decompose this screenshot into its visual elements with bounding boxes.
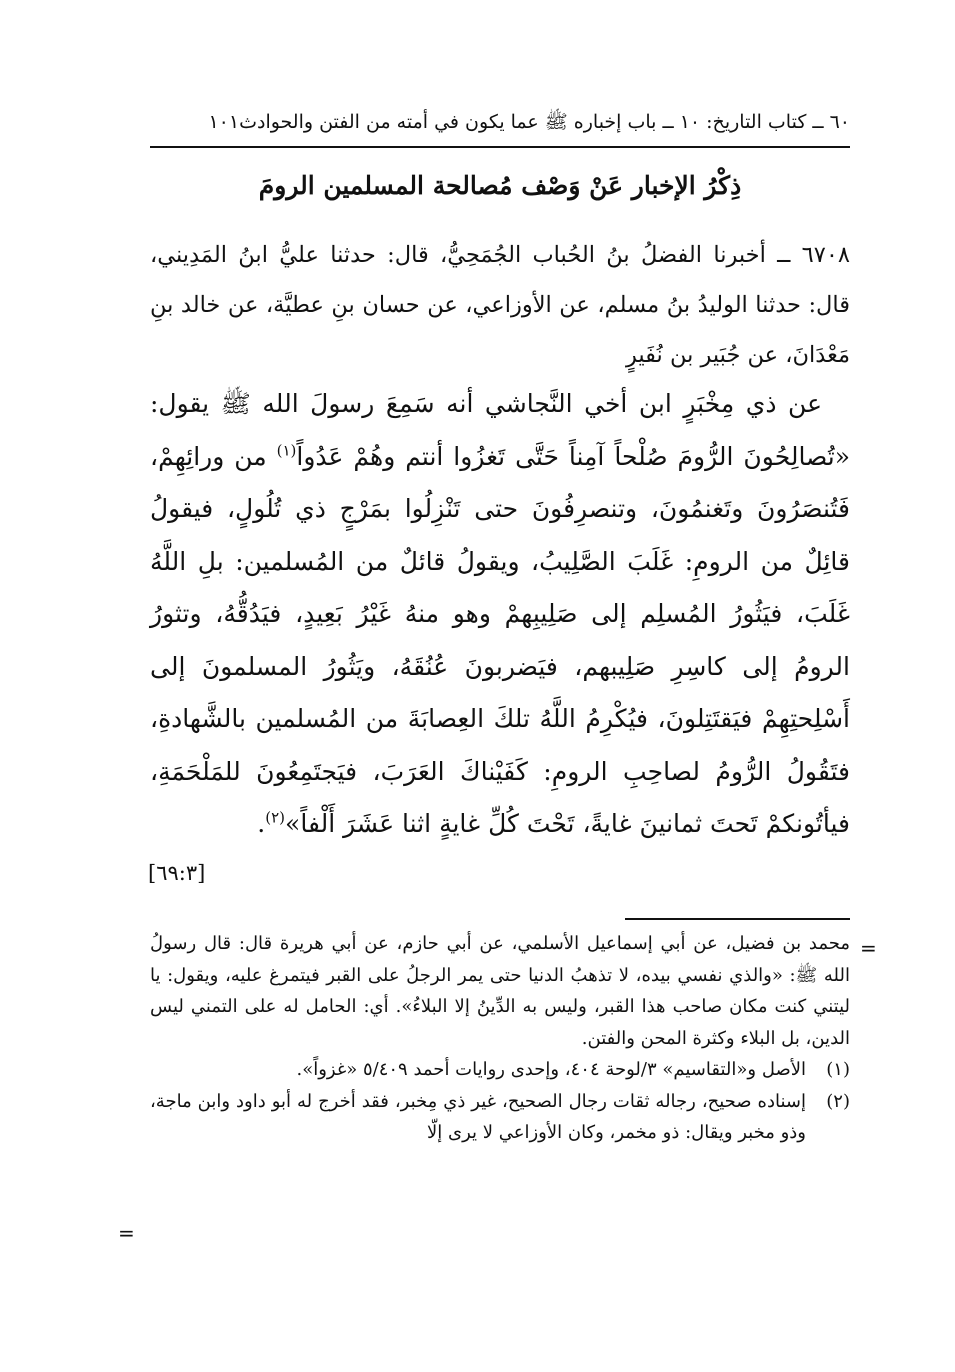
footnote-rule — [625, 918, 850, 920]
matn-text-part1: عن ذي مِخْبَرٍ ابن أخي النَّجاشي أنه سَمِعَ رسولَ الله ﷺ يقول: «تُصالِحُونَ الرُّومَ صُلْحاً آمِناً حَتَّى تَغزُوا أنتم وهُمْ عَدُواً — [150, 389, 850, 471]
footnote-continuation: محمد بن فضيل، عن أبي إسماعيل الأسلمي، عن أبي حازم، عن أبي هريرة قال: قال رسولُ الله ﷺ: «والذي نفسي بيده، لا تذهبُ الدنيا حتى يمر الرجلُ على القبر فيتمرغ عليه، ويقول: يا ليتني كنت مكان صاحب هذا القبر، وليس به الدِّينُ إلا البلاءُ». أي: الحامل له على التمني ليس الدين، بل البلاء وكثرة المحن والفتن. — [150, 933, 850, 1049]
hadith-isnad — [150, 230, 850, 380]
hadith-matn — [150, 378, 850, 851]
footnote-text: إسناده صحيح، رجاله ثقات رجال الصحيح، غير ذي مِخبر، فقد أخرج له أبو داود وابن ماجة، وذو مخبر ويقال: ذو مخمر، وكان الأوزاعي لا يرى إلّا — [150, 1090, 806, 1143]
matn-text-part2: من ورائِهِمْ، فَتُنصَرُونَ وتَغنمُونَ، وتنصرِفُونَ حتى تَنْزِلُوا بمَرْجٍ ذي تُلُولٍ، فيقولُ قائِلٌ من الرومِ: غَلَبَ الصَّلِيبُ، ويقولُ قائلٌ من المُسلمين: بلِ اللَّهُ غَلَبَ، فيَثُورُ المُسلِم إلى صَلِيبِهمْ وهو منهُ غَيْرُ بَعِيدٍ، فيَدُقُّهُ، وتثورُ الرومُ إلى كاسِرِ صَلِيبهم، فيَضربونَ عُنُقَهُ، ويَثُورُ المسلمونَ إلى أَسْلِحتِهِمْ فيَقتَتِلونَ، فيُكْرِمُ اللَّهُ تلكَ العِصابَةَ من المُسلمين بالشَّهادةِ، فتَقُولُ الرُّومُ لصاحِبِ الرومِ: كَفَيْناكَ العَرَبَ، فيَجتَمِعُونَ للمَلْحَمَةِ، فيأتُونكمْ تَحتَ ثمانينَ غايةً، تَحْتَ كُلِّ غايةٍ اثنا عَشَرَ أَلْفاً» — [150, 441, 850, 838]
footnote-marker-2: (٢) — [265, 808, 286, 827]
footnote-text: الأصل و«التقاسيم» ٣/لوحة ٤٠٤، وإحدى روايات أحمد ٥/٤٠٩ «غزواً». — [296, 1059, 806, 1080]
footnotes — [150, 928, 850, 1149]
matn-paragraph — [150, 378, 850, 851]
isnad-text: ٦٧٠٨ ــ أخبرنا الفضلُ بنُ الحُباب الجُمَحِيُّ، قال: حدثنا عليُّ ابنُ المَدِيني، قال: حدثنا الوليدُ بنُ مسلم، عن الأوزاعي، عن حسان بنِ عطيَّة، عن خالد بنِ مَعْدَانَ، عن جُبَير بن نُفَيرٍ — [150, 242, 850, 368]
running-head: ٦٠ ــ كتاب التاريخ: ١٠ ــ باب إخباره ﷺ عما يكون في أمته من الفتن والحوادث١٠١ — [208, 111, 850, 133]
page-reference: [٦٩:٣] — [148, 861, 206, 885]
continuation-mark-top: = — [860, 936, 877, 960]
continuation-mark-bottom: = — [118, 1221, 135, 1245]
section-heading: ذِكْرُ الإخبار عَنْ وَصْف مُصالحة المسلمين الرومَ — [258, 171, 742, 200]
footnote-marker-1: (١) — [276, 441, 297, 460]
header-rule — [150, 146, 850, 148]
footnote-number: (٢) — [826, 1090, 850, 1112]
footnote-2 — [150, 1086, 850, 1149]
matn-end: . — [257, 809, 266, 838]
footnote-1 — [150, 1054, 850, 1086]
footnote-number: (١) — [826, 1059, 850, 1080]
